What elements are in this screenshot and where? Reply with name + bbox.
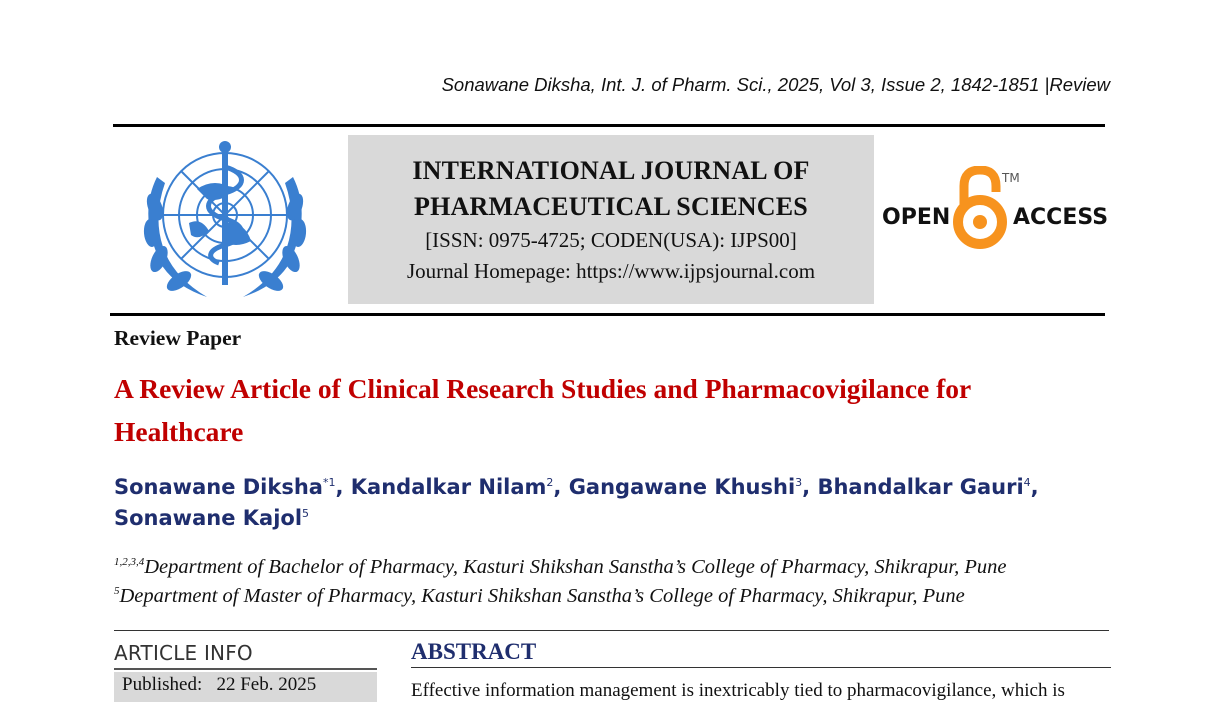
author-affiliation-mark: 4	[1023, 476, 1031, 489]
header-top-rule	[113, 124, 1105, 127]
journal-masthead	[348, 135, 874, 304]
journal-title	[348, 153, 874, 225]
journal-homepage: Journal Homepage: https://www.ijpsjournal.com	[406, 259, 816, 283]
journal-title-line-2: PHARMACEUTICAL SCIENCES	[414, 192, 808, 221]
author-affiliation-mark: 3	[795, 476, 803, 489]
article-info-heading: ARTICLE INFO	[114, 641, 253, 665]
author-affiliation-mark: *1	[322, 476, 336, 489]
abstract-text: Effective information management is inextricably tied to pharmacovigilance, which is	[411, 680, 1065, 701]
abstract-rule	[411, 667, 1111, 668]
running-header: Sonawane Diksha, Int. J. of Pharm. Sci., 2025, Vol 3, Issue 2, 1842-1851 |Review	[441, 74, 1110, 95]
author-list	[114, 472, 1104, 534]
affiliation-text: Department of Master of Pharmacy, Kasturi Shikshan Sanstha’s College of Pharmacy, Shikrapur, Pune	[119, 585, 965, 607]
open-access-logo	[880, 166, 1110, 256]
article-info-rule	[114, 668, 377, 670]
header-bottom-rule	[110, 313, 1105, 316]
open-access-open-text: OPEN	[882, 205, 951, 230]
author-separator: ,	[1030, 475, 1039, 499]
author-separator: ,	[553, 475, 569, 499]
published-row	[122, 674, 316, 696]
affiliation	[114, 556, 1007, 579]
paper-type-label: Review Paper	[114, 326, 242, 350]
open-access-tm: TM	[1002, 171, 1020, 185]
journal-issn: [ISSN: 0975-4725; CODEN(USA): IJPS00]	[425, 228, 797, 252]
author-affiliation-mark: 5	[302, 507, 310, 520]
paper-title: A Review Article of Clinical Research Studies and Pharmacovigilance for Healthcare	[114, 373, 971, 447]
author-name: Sonawane Diksha	[114, 475, 323, 499]
affiliation-text: Department of Bachelor of Pharmacy, Kasturi Shikshan Sanstha’s College of Pharmacy, Shikrapur, Pune	[144, 556, 1007, 578]
author-name: Kandalkar Nilam	[350, 475, 547, 499]
journal-title-line-1: INTERNATIONAL JOURNAL OF	[412, 156, 810, 185]
published-label: Published:	[122, 674, 203, 695]
author-name: Gangawane Khushi	[568, 475, 796, 499]
section-divider	[114, 630, 1109, 631]
who-emblem-logo	[127, 137, 323, 307]
author-name: Sonawane Kajol	[114, 506, 303, 530]
author-separator: ,	[335, 475, 351, 499]
abstract-heading: ABSTRACT	[411, 639, 537, 664]
author-affiliation-mark: 2	[546, 476, 554, 489]
author-name: Bhandalkar Gauri	[817, 475, 1024, 499]
open-access-access-text: ACCESS	[1013, 205, 1109, 230]
author-separator: ,	[802, 475, 818, 499]
affiliation-mark: 1,2,3,4	[114, 556, 145, 569]
affiliation-mark: 5	[114, 585, 120, 598]
published-date: 22 Feb. 2025	[216, 674, 317, 695]
affiliation	[114, 585, 965, 608]
padlock-icon	[958, 170, 1002, 244]
